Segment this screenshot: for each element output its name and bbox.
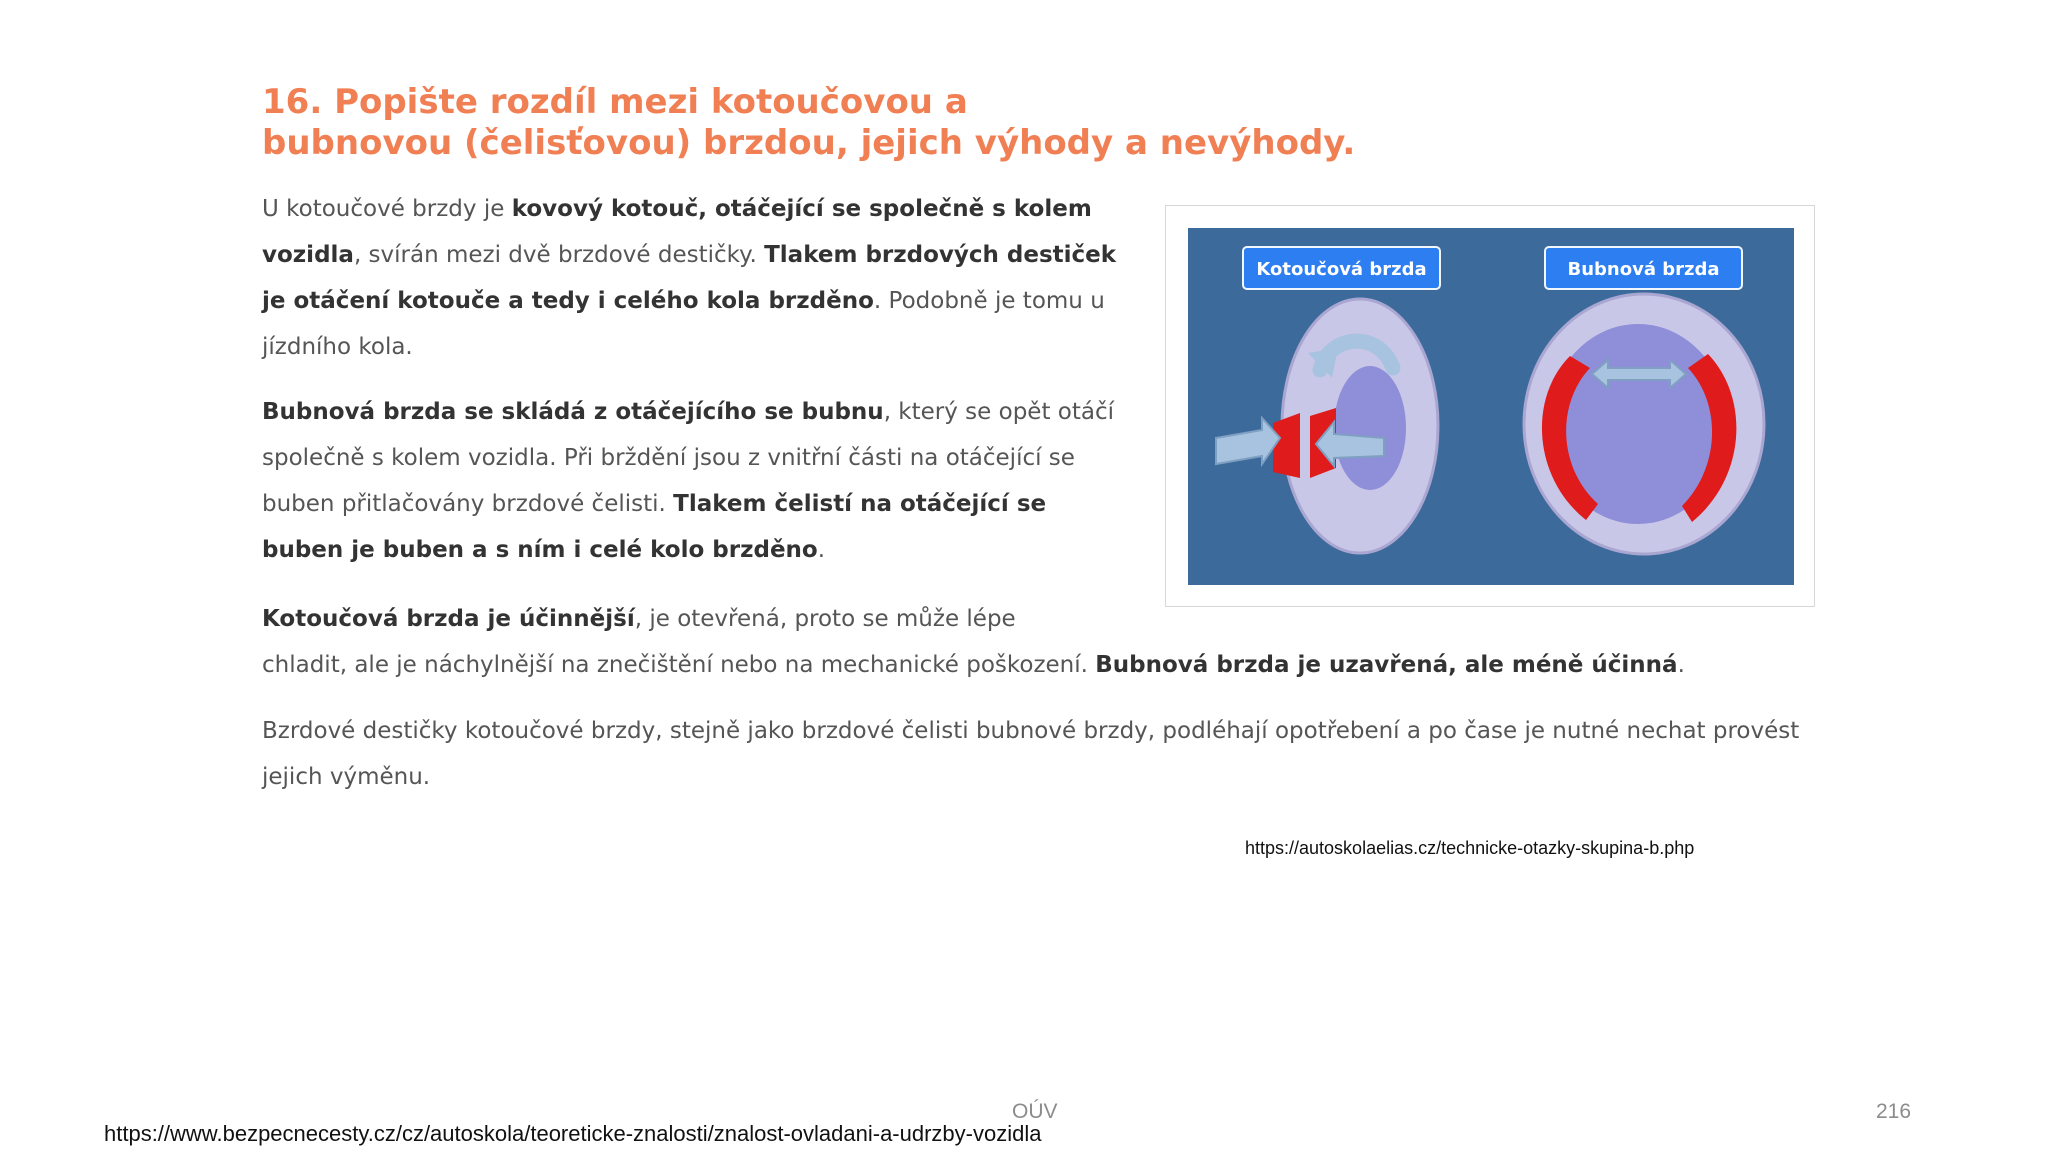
source-link[interactable]: https://autoskolaelias.cz/technicke-otazky-skupina-b.php: [1245, 838, 1695, 858]
bold-span: Kotoučová brzda je účinnější: [262, 606, 635, 632]
slide-title-line-1: 16. Popište rozdíl mezi kotoučovou a: [262, 82, 968, 122]
text-span: .: [1677, 652, 1685, 678]
text-span: , svírán mezi dvě brzdové destičky.: [353, 242, 765, 268]
footer-link[interactable]: https://www.bezpecnecesty.cz/cz/autoskola/teoreticke-znalosti/znalost-ovladani-a-udrzby-vozidla: [104, 1121, 1042, 1146]
page-number: 216: [1876, 1100, 1912, 1123]
bold-span: Tlakem čelistí na otáčející se buben je buben a s ním i celé kolo brzděno: [262, 491, 1047, 563]
paragraph-disc-brake: [262, 186, 1147, 370]
text-span: . Podobně je tomu u jízdního kola.: [262, 288, 1105, 360]
drum-brake-illustration: [1524, 294, 1764, 554]
text-span: , je otevřená, proto se může lépe: [634, 606, 1016, 632]
text-span: chladit, ale je náchylnější na znečištění nebo na mechanické poškození.: [262, 652, 1096, 678]
bold-span: kovový kotouč, otáčející se společně s kolem vozidla: [262, 196, 1092, 268]
disc-brake-label: Kotoučová brzda: [1242, 246, 1441, 290]
paragraph-drum-brake: [262, 389, 1132, 573]
paragraph-comparison-line-2: [262, 642, 1822, 688]
brake-figure-frame: [1165, 205, 1815, 607]
text-span: U kotoučové brzdy je: [262, 196, 512, 222]
text-span: , který se opět otáčí společně s kolem vozidla. Při brždění jsou z vnitřní části na otáčející se buben přitlačovány brzdové čelisti.: [262, 399, 1114, 517]
text-span: .: [817, 537, 826, 563]
paragraph-wear: Bzrdové destičky kotoučové brzdy, stejně jako brzdové čelisti bubnové brzdy, podléhají opotřebení a po čase je nutné nechat provést jejich výměnu.: [262, 718, 1800, 790]
disc-brake-illustration: [1216, 299, 1438, 553]
disc-hub: [1334, 366, 1406, 490]
slide-title-line-2: bubnovou (čelisťovou) brzdou, jejich výhody a nevýhody.: [262, 123, 1356, 163]
paragraph-comparison-line-1: [262, 596, 1142, 642]
disc-brake-pad-left: [1273, 413, 1300, 478]
footer-center-text: OÚV: [1012, 1100, 1058, 1123]
brake-figure: [1188, 228, 1794, 585]
bold-span: Bubnová brzda je uzavřená, ale méně účinná: [1095, 652, 1678, 678]
push-arrow-left: [1216, 418, 1280, 464]
bold-span: Tlakem brzdových destiček je otáčení kotouče a tedy i celého kola brzděno: [262, 242, 1117, 314]
bold-span: Bubnová brzda se skládá z otáčejícího se bubnu: [262, 399, 884, 425]
slide-title: [262, 82, 1762, 164]
drum-brake-label: Bubnová brzda: [1544, 246, 1743, 290]
